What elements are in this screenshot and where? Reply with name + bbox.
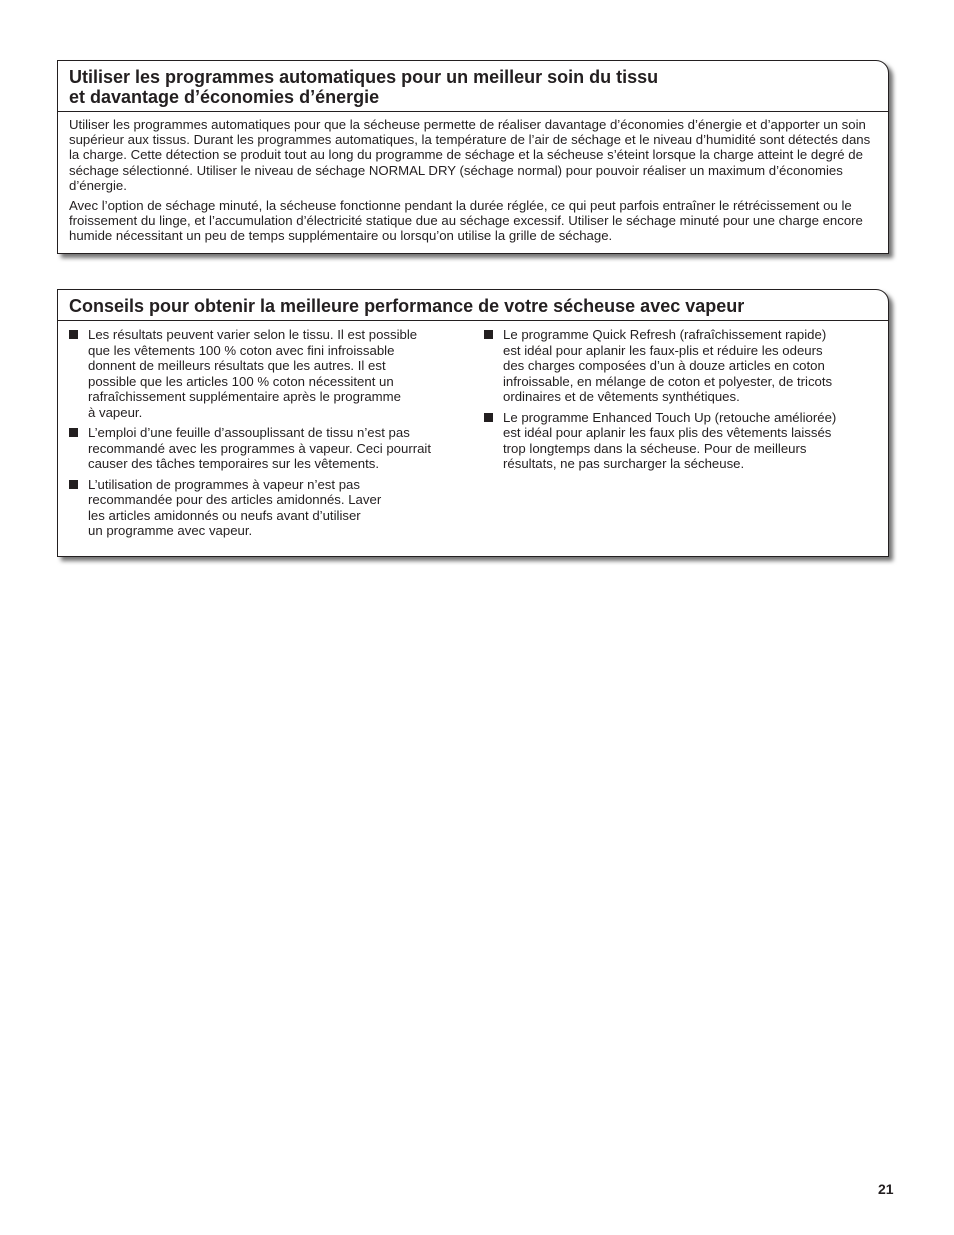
text-line: un programme avec vapeur. [88, 523, 253, 538]
list-item [484, 327, 874, 405]
square-bullet-icon [484, 413, 493, 422]
text-line: recommandée pour des articles amidonnés. Laver [88, 492, 382, 507]
steam-tips-heading [58, 290, 888, 321]
text-line: résultats, ne pas surcharger la sécheuse. [503, 456, 745, 471]
tips-left-column [69, 327, 469, 544]
text-line: des charges composées d’un à douze articles en coton [503, 358, 825, 373]
heading-line: et davantage d’économies d’énergie [69, 87, 380, 107]
square-bullet-icon [69, 330, 78, 339]
text-line: L’utilisation de programmes à vapeur n’est pas [88, 476, 360, 492]
auto-cycles-body [58, 112, 888, 244]
list-item-text [88, 425, 431, 472]
text-line: Le programme Enhanced Touch Up (retouche améliorée) [503, 409, 837, 425]
text-line: causer des tâches temporaires sur les vêtements. [88, 456, 379, 471]
list-item-text [503, 327, 832, 405]
list-item [69, 425, 469, 472]
tips-columns [58, 321, 888, 544]
text-line: trop longtemps dans la sécheuse. Pour de meilleurs [503, 440, 807, 456]
square-bullet-icon [69, 480, 78, 489]
text-line: L’emploi d’une feuille d’assouplissant de tissu n’est pas [88, 425, 410, 440]
square-bullet-icon [69, 428, 78, 437]
heading-line: Conseils pour obtenir la meilleure performance de votre sécheuse avec vapeur [69, 296, 745, 316]
paragraph: Avec l’option de séchage minuté, la sécheuse fonctionne pendant la durée réglée, ce qui peut parfois entraîner le rétrécissement ou le froissement du linge, et l’accumulation d’électricité statique due au séchage excessif. Utiliser le séchage minuté pour une charge encore humide nécessitant un peu de temps supplémentaire ou lorsqu’on utilise la grille de séchage. [69, 198, 863, 244]
list-item [69, 477, 469, 539]
square-bullet-icon [484, 330, 493, 339]
paragraph: Utiliser les programmes automatiques pour que la sécheuse permette de réaliser davantage d’économies d’énergie et d’apporter un soin supérieur aux tissus. Durant les programmes automatiques, la température de l’air de séchage et le niveau d’humidité sont détectés dans la charge. Cette détection se produit tout au long du programme de séchage et la sécheuse s’éteint lorsque la charge atteint le degré de séchage sélectionné. Utiliser le niveau de séchage NORMAL DRY (séchage normal) pour pouvoir réaliser un maximum d’économies d’énergie. [69, 117, 871, 193]
text-line: est idéal pour aplanir les faux-plis et réduire les odeurs [503, 342, 823, 358]
text-line: rafraîchissement supplémentaire après le programme [88, 389, 401, 404]
heading-line: Utiliser les programmes automatiques pour un meilleur soin du tissu [69, 67, 659, 87]
list-item-text [503, 410, 836, 472]
text-line: Les résultats peuvent varier selon le tissu. Il est possible [88, 327, 418, 342]
list-item-text [88, 477, 381, 539]
text-line: est idéal pour aplanir les faux plis des vêtements laissés [503, 425, 832, 440]
text-line: recommandé avec les programmes à vapeur. Ceci pourrait [88, 440, 432, 456]
text-line: donnent de meilleurs résultats que les autres. Il est [88, 358, 386, 373]
page-number: 21 [878, 1181, 894, 1197]
list-item [484, 410, 874, 472]
auto-cycles-heading [58, 61, 888, 112]
text-line: à vapeur. [88, 404, 143, 420]
list-item [69, 327, 469, 420]
list-item-text [88, 327, 417, 420]
auto-cycles-section [57, 60, 889, 254]
text-line: possible que les articles 100 % coton nécessitent un [88, 373, 394, 389]
tips-right-column [484, 327, 874, 544]
text-line: infroissable, en mélange de coton et polyester, de tricots [503, 373, 833, 389]
steam-tips-section [57, 289, 889, 557]
text-line: les articles amidonnés ou neufs avant d’utiliser [88, 507, 361, 523]
text-line: ordinaires et de vêtements synthétiques. [503, 389, 740, 404]
text-line: que les vêtements 100 % coton avec fini infroissable [88, 342, 395, 358]
text-line: Le programme Quick Refresh (rafraîchissement rapide) [503, 327, 827, 342]
